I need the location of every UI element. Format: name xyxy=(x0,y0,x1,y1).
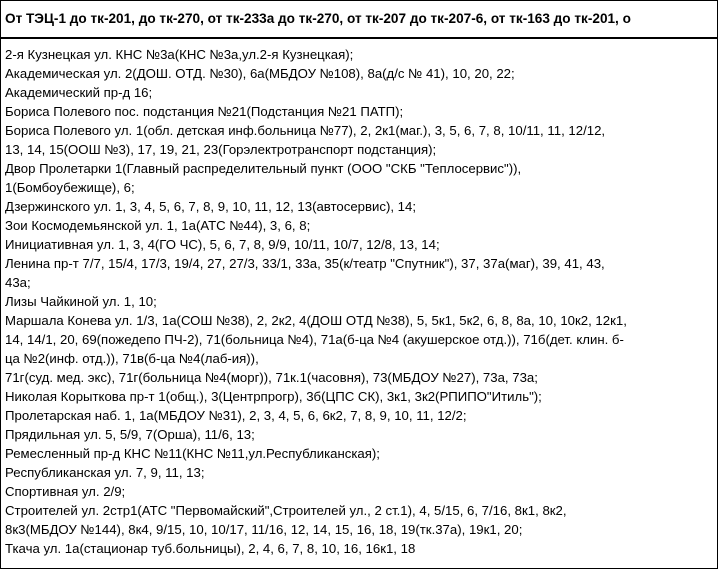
address-line: Строителей ул. 2стр1(АТС "Первомайский",Строителей ул., 2 ст.1), 4, 5/15, 6, 7/16, 8к1, 8к2, xyxy=(5,503,567,518)
address-line: Ленина пр-т 7/7, 15/4, 17/3, 19/4, 27, 27/3, 33/1, 33а, 35(к/театр "Спутник"), 37, 37а(маг), 39, 41, 43, xyxy=(5,256,605,271)
address-line: Академическая ул. 2(ДОШ. ОТД. №30), 6а(МБДОУ №108), 8а(д/с № 41), 10, 20, 22; xyxy=(5,66,515,81)
address-line: 2-я Кузнецкая ул. КНС №3а(КНС №3а,ул.2-я Кузнецкая); xyxy=(5,47,354,62)
address-line: Зои Космодемьянской ул. 1, 1а(АТС №44), 3, 6, 8; xyxy=(5,218,311,233)
address-line: Двор Пролетарки 1(Главный распределительный пункт (ООО "СКБ "Теплосервис")), xyxy=(5,161,522,176)
address-line: Маршала Конева ул. 1/3, 1а(СОШ №38), 2, 2к2, 4(ДОШ ОТД №38), 5, 5к1, 5к2, 6, 8, 8а, 10, 10к2, 12к1, xyxy=(5,313,627,328)
address-line: Республиканская ул. 7, 9, 11, 13; xyxy=(5,465,205,480)
address-line: Бориса Полевого пос. подстанция №21(Подстанция №21 ПАТП); xyxy=(5,104,404,119)
address-line: 43а; xyxy=(5,275,31,290)
address-line: Ремесленный пр-д КНС №11(КНС №11,ул.Республиканская); xyxy=(5,446,380,461)
document-header: От ТЭЦ-1 до тк-201, до тк-270, от тк-233а до тк-270, от тк-207 до тк-207-6, от тк-163 до тк-201, о xyxy=(1,1,718,39)
address-line: 14, 14/1, 20, 69(пожедепо ПЧ-2), 71(больница №4), 71а(б-ца №4 (акушерское отд.)), 71б(дет. клин. б- xyxy=(5,332,624,347)
address-line: Ткача ул. 1а(стационар туб.больницы), 2, 4, 6, 7, 8, 10, 16, 16к1, 18 xyxy=(5,541,416,556)
address-line: 13, 14, 15(ООШ №3), 17, 19, 21, 23(Горэлектротранспорт подстанция); xyxy=(5,142,437,157)
address-line: Бориса Полевого ул. 1(обл. детская инф.больница №77), 2, 2к1(маг.), 3, 5, 6, 7, 8, 10/11, 11, 12/12, xyxy=(5,123,606,138)
address-line: Николая Корыткова пр-т 1(общ.), 3(Центрпрогр), 3б(ЦПС СК), 3к1, 3к2(РПИПО"Итиль"); xyxy=(5,389,542,404)
address-line: Прядильная ул. 5, 5/9, 7(Орша), 11/6, 13; xyxy=(5,427,255,442)
address-line: Инициативная ул. 1, 3, 4(ГО ЧС), 5, 6, 7, 8, 9/9, 10/11, 10/7, 12/8, 13, 14; xyxy=(5,237,440,252)
address-line: 71г(суд. мед. экс), 71г(больница №4(морг)), 71к.1(часовня), 73(МБДОУ №27), 73а, 73а; xyxy=(5,370,538,385)
address-line: Спортивная ул. 2/9; xyxy=(5,484,126,499)
address-line: Дзержинского ул. 1, 3, 4, 5, 6, 7, 8, 9, 10, 11, 12, 13(автосервис), 14; xyxy=(5,199,417,214)
address-line: 8к3(МБДОУ №144), 8к4, 9/15, 10, 10/17, 11/16, 12, 14, 15, 16, 18, 19(тк.37а), 19к1, 20; xyxy=(5,522,523,537)
address-line: Пролетарская наб. 1, 1а(МБДОУ №31), 2, 3, 4, 5, 6, 6к2, 7, 8, 9, 10, 11, 12/2; xyxy=(5,408,467,423)
address-line: ца №2(инф. отд.)), 71в(б-ца №4(лаб-ия)), xyxy=(5,351,259,366)
address-list xyxy=(5,45,718,558)
address-line: 1(Бомбоубежище), 6; xyxy=(5,180,135,195)
address-line: Лизы Чайкиной ул. 1, 10; xyxy=(5,294,157,309)
address-line: Академический пр-д 16; xyxy=(5,85,153,100)
